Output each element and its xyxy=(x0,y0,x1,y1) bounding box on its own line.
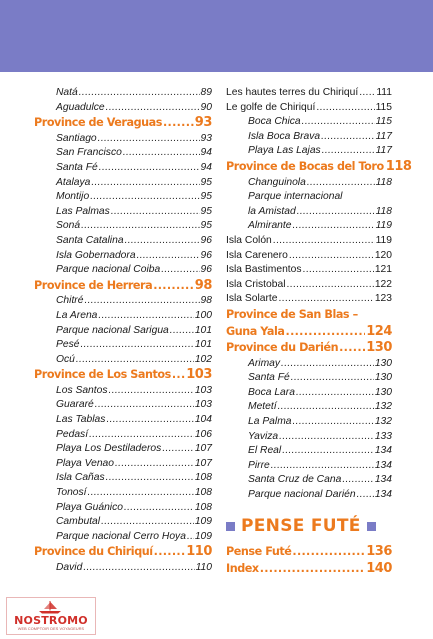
toc-entry[interactable] xyxy=(34,190,212,205)
toc-entry-page: 108 xyxy=(194,487,212,499)
toc-entry-page: 132 xyxy=(374,416,392,428)
dot-leader xyxy=(307,176,375,191)
toc-entry-label: Isla Bastimentos xyxy=(226,264,302,276)
toc-entry[interactable] xyxy=(34,324,212,339)
toc-entry[interactable] xyxy=(226,205,392,220)
dot-leader xyxy=(279,430,374,445)
toc-entry-label: Aguadulce xyxy=(56,101,105,113)
toc-heading[interactable] xyxy=(226,561,392,578)
toc-entry[interactable] xyxy=(34,294,212,309)
toc-entry-page: 109 xyxy=(194,516,212,528)
toc-entry[interactable] xyxy=(226,130,392,145)
toc-entry[interactable] xyxy=(226,459,392,474)
toc-entry[interactable] xyxy=(34,515,212,530)
toc-entry[interactable] xyxy=(226,400,392,415)
toc-entry-label: Playa Las Lajas xyxy=(248,145,321,157)
toc-entry-page: 134 xyxy=(374,474,392,486)
toc-entry-page: 102 xyxy=(194,353,212,365)
dot-leader xyxy=(293,415,374,430)
toc-entry-label: Cambutal xyxy=(56,516,101,528)
toc-entry-label: Almirante xyxy=(248,220,292,232)
toc-heading[interactable] xyxy=(34,115,212,132)
toc-entry[interactable] xyxy=(226,101,392,116)
toc-entry-page: 101 xyxy=(194,324,212,336)
toc-entry[interactable] xyxy=(34,205,212,220)
toc-entry-page: 94 xyxy=(200,147,212,159)
dot-leader xyxy=(162,442,194,457)
toc-entry-page: 119 xyxy=(375,234,392,246)
dot-leader xyxy=(273,234,375,249)
toc-entry-page: 119 xyxy=(375,220,392,232)
toc-entry[interactable] xyxy=(34,530,212,545)
toc-entry-page: 100 xyxy=(194,309,212,321)
toc-entry-page: 110 xyxy=(186,544,212,560)
dot-leader xyxy=(99,161,200,176)
dot-leader xyxy=(302,115,375,130)
toc-entry-label: Los Santos xyxy=(56,384,108,396)
toc-entry-page: 93 xyxy=(200,132,212,144)
dot-leader xyxy=(172,367,185,384)
dot-leader xyxy=(89,428,194,443)
toc-entry-label: Parque nacional Coiba xyxy=(56,264,161,276)
toc-entry-page: 132 xyxy=(374,401,392,413)
toc-entry-label: Metetí xyxy=(248,401,277,413)
section-heading xyxy=(226,516,382,536)
toc-entry[interactable] xyxy=(34,234,212,249)
toc-entry-page: 111 xyxy=(376,87,392,98)
toc-heading[interactable] xyxy=(226,324,392,341)
toc-entry-label: Playa Guánico xyxy=(56,501,123,513)
toc-entry[interactable] xyxy=(34,353,212,368)
dot-leader xyxy=(321,130,374,145)
header-banner xyxy=(0,0,433,72)
dot-leader xyxy=(316,101,374,116)
dot-leader xyxy=(115,457,194,472)
dot-leader xyxy=(260,561,366,578)
toc-entry[interactable] xyxy=(226,430,392,445)
toc-heading[interactable] xyxy=(226,158,412,176)
toc-entry-page: 104 xyxy=(194,414,212,426)
dot-leader xyxy=(79,86,200,101)
toc-entry[interactable] xyxy=(34,161,212,176)
toc-right-column xyxy=(226,86,412,503)
toc-entry[interactable] xyxy=(226,219,392,234)
toc-heading[interactable] xyxy=(34,367,212,384)
toc-entry-page: 134 xyxy=(374,459,392,471)
toc-entry-label: Parque nacional Darién xyxy=(248,489,356,501)
toc-entry-label: Santiago xyxy=(56,132,97,144)
dot-leader xyxy=(90,190,199,205)
dot-leader xyxy=(339,340,365,357)
dot-leader xyxy=(170,324,194,339)
toc-entry[interactable] xyxy=(34,219,212,234)
dot-leader xyxy=(98,309,193,324)
dot-leader xyxy=(137,249,200,264)
toc-entry-label: Pirre xyxy=(248,459,270,471)
toc-entry[interactable] xyxy=(226,444,392,459)
toc-entry-label: Province de Herrera xyxy=(34,278,153,292)
dot-leader xyxy=(153,278,194,295)
toc-entry-label: Yaviza xyxy=(248,430,279,442)
dot-leader xyxy=(101,515,194,530)
toc-entry-page: 108 xyxy=(194,501,212,513)
toc-entry[interactable] xyxy=(226,249,392,264)
toc-entry-label: Province de San Blas – xyxy=(226,307,358,321)
toc-entry-label: Isla Cañas xyxy=(56,472,105,484)
toc-entry-label: Isla Colón xyxy=(226,234,272,246)
toc-entry[interactable] xyxy=(226,234,392,249)
toc-entry-page: 96 xyxy=(200,264,212,276)
dot-leader xyxy=(88,486,194,501)
toc-entry-page: 118 xyxy=(375,176,392,188)
toc-entry-label: Tonosí xyxy=(56,487,87,499)
toc-entry-label: Isla Solarte xyxy=(226,293,278,305)
toc-entry-label: Chitré xyxy=(56,295,84,307)
toc-entry[interactable] xyxy=(34,263,212,278)
publisher-logo xyxy=(6,597,96,635)
toc-entry[interactable] xyxy=(226,473,392,488)
toc-entry-page: 96 xyxy=(200,249,212,261)
toc-entry-page: 130 xyxy=(374,372,392,384)
toc-entry-page: 103 xyxy=(194,384,212,396)
toc-entry-page: 122 xyxy=(374,278,392,290)
toc-entry-label: Province du Chiriquí xyxy=(34,545,153,559)
toc-entry-page: 107 xyxy=(194,457,212,469)
toc-entry-page: 106 xyxy=(194,428,212,440)
logo-tagline: WEB COMPTOIR DES VOYAGEURS xyxy=(17,627,85,631)
dot-leader xyxy=(322,144,375,159)
toc-entry-label: Santa Fé xyxy=(56,161,98,173)
toc-entry-label: Index xyxy=(226,561,259,575)
toc-entry-page: 103 xyxy=(194,399,212,411)
dot-leader xyxy=(84,294,199,309)
toc-entry-page: 124 xyxy=(366,323,392,339)
toc-entry-label: Santa Catalina xyxy=(56,234,124,246)
toc-entry-page: 95 xyxy=(200,176,212,188)
toc-entry-page: 95 xyxy=(200,191,212,203)
toc-entry-label: Province du Darién xyxy=(226,341,339,355)
toc-entry-label: David xyxy=(56,562,83,573)
toc-entry-label: Arimay xyxy=(248,357,281,369)
dot-leader xyxy=(95,398,194,413)
toc-entry[interactable] xyxy=(226,386,392,401)
toc-entry[interactable] xyxy=(226,371,392,386)
toc-entry-page: 140 xyxy=(366,560,392,576)
dot-leader xyxy=(292,544,365,561)
toc-entry[interactable] xyxy=(34,501,212,516)
toc-entry-label: Boca Chica xyxy=(248,116,301,128)
toc-entry-page: 123 xyxy=(374,293,392,305)
dot-leader xyxy=(76,353,194,368)
dot-leader xyxy=(287,278,374,293)
toc-entry[interactable] xyxy=(34,457,212,472)
toc-entry[interactable] xyxy=(34,398,212,413)
toc-entry-label: San Francisco xyxy=(56,147,122,159)
toc-entry-page: 107 xyxy=(194,443,212,455)
toc-entry-label: Pedasí xyxy=(56,428,89,440)
dot-leader xyxy=(297,205,375,220)
toc-entry[interactable] xyxy=(226,263,392,278)
toc-entry-page: 120 xyxy=(374,249,392,261)
dot-leader xyxy=(342,473,374,488)
toc-entry-label: Le golfe de Chiriquí xyxy=(226,101,316,113)
toc-entry[interactable] xyxy=(34,442,212,457)
dot-leader xyxy=(293,219,375,234)
toc-entry[interactable] xyxy=(34,132,212,147)
dot-leader xyxy=(106,471,194,486)
dot-leader xyxy=(106,413,193,428)
toc-entry[interactable] xyxy=(34,486,212,501)
dot-leader xyxy=(357,488,374,503)
dot-leader xyxy=(296,386,374,401)
toc-entry-page: 115 xyxy=(375,101,392,113)
toc-entry-page: 115 xyxy=(375,116,392,128)
toc-entry[interactable] xyxy=(34,471,212,486)
toc-entry-label: Isla Boca Brava xyxy=(248,130,321,142)
toc-entry-label: Pesé xyxy=(56,339,80,351)
dot-leader xyxy=(163,115,194,132)
toc-entry[interactable] xyxy=(226,190,392,205)
toc-entry-page: 133 xyxy=(374,430,392,442)
toc-entry-page: 136 xyxy=(366,544,392,559)
dot-leader xyxy=(80,338,193,353)
toc-entry-page: 130 xyxy=(374,386,392,398)
dot-leader xyxy=(154,544,186,561)
toc-entry-page: 118 xyxy=(385,158,412,174)
toc-entry-label: Parque internacional xyxy=(248,191,343,203)
toc-entry-label: Montijo xyxy=(56,191,90,203)
toc-entry-label: Atalaya xyxy=(56,176,91,188)
toc-entry[interactable] xyxy=(34,384,212,399)
toc-heading[interactable] xyxy=(34,278,212,295)
dot-leader xyxy=(124,501,194,516)
toc-entry-page: 101 xyxy=(194,339,212,351)
toc-entry[interactable] xyxy=(34,428,212,443)
toc-entry-page: 108 xyxy=(194,472,212,484)
toc-entry[interactable] xyxy=(34,146,212,161)
dot-leader xyxy=(281,357,374,372)
toc-entry-label: Province de Veraguas xyxy=(34,116,162,130)
dot-leader xyxy=(83,561,194,576)
dot-leader xyxy=(123,146,200,161)
toc-entry-page: 98 xyxy=(194,277,212,293)
toc-entry-label: Isla Carenero xyxy=(226,249,288,261)
dot-leader xyxy=(291,371,374,386)
toc-entry[interactable] xyxy=(226,86,392,101)
dot-leader xyxy=(359,86,375,101)
toc-entry[interactable] xyxy=(226,176,392,191)
toc-entry[interactable] xyxy=(226,115,392,130)
toc-entry-label: Las Palmas xyxy=(56,205,110,217)
toc-left-column xyxy=(34,86,212,576)
toc-entry[interactable] xyxy=(34,86,212,101)
toc-entry-label: Isla Gobernadora xyxy=(56,249,136,261)
toc-entry-page: 121 xyxy=(374,264,392,276)
section-entries xyxy=(226,544,392,577)
toc-entry-page: 95 xyxy=(200,220,212,232)
toc-entry-page: 118 xyxy=(375,205,392,217)
dot-leader xyxy=(91,176,199,191)
toc-entry-page: 117 xyxy=(375,145,392,157)
toc-entry-label: Province de Bocas del Toro xyxy=(226,159,384,173)
dot-leader xyxy=(109,384,194,399)
toc-entry[interactable] xyxy=(34,338,212,353)
toc-entry-page: 134 xyxy=(374,445,392,457)
toc-entry[interactable] xyxy=(226,292,392,307)
dot-leader xyxy=(271,459,374,474)
dot-leader xyxy=(289,249,374,264)
toc-entry-label: la Amistad xyxy=(248,205,296,217)
toc-heading[interactable] xyxy=(226,307,392,324)
toc-entry-label: La Arena xyxy=(56,309,98,321)
toc-entry[interactable] xyxy=(226,278,392,293)
dot-leader xyxy=(278,400,374,415)
toc-entry[interactable] xyxy=(34,176,212,191)
dot-leader xyxy=(161,263,199,278)
toc-entry-label: Playa Los Destiladeros xyxy=(56,443,162,455)
toc-entry-label: Les hautes terres du Chiriquí xyxy=(226,87,359,98)
toc-entry-label: Boca Lara xyxy=(248,386,295,398)
toc-entry-label: Province de Los Santos xyxy=(34,368,171,382)
toc-entry[interactable] xyxy=(226,488,392,503)
toc-heading[interactable] xyxy=(34,544,212,561)
toc-entry[interactable] xyxy=(226,357,392,372)
toc-entry-label: Santa Cruz de Cana xyxy=(248,474,342,486)
toc-entry-label: Soná xyxy=(56,220,81,232)
toc-entry-page: 103 xyxy=(186,367,212,383)
toc-entry[interactable] xyxy=(34,309,212,324)
ship-icon xyxy=(37,600,63,614)
toc-entry-label: Pense Futé xyxy=(226,545,292,558)
dot-leader xyxy=(98,132,200,147)
dot-leader xyxy=(81,219,199,234)
toc-entry-label: Guararé xyxy=(56,399,94,411)
toc-entry[interactable] xyxy=(226,415,392,430)
toc-entry-page: 90 xyxy=(200,101,212,113)
toc-entry-label: Las Tablas xyxy=(56,414,106,426)
toc-entry-label: Playa Venao xyxy=(56,457,115,469)
toc-entry-label: Changuinola xyxy=(248,176,306,188)
toc-entry-label: Isla Cristobal xyxy=(226,278,286,290)
logo-name: NOSTROMO xyxy=(14,614,88,627)
toc-entry-page: 98 xyxy=(200,295,212,307)
toc-entry-page: 110 xyxy=(195,562,212,573)
toc-entry-page: 109 xyxy=(194,530,212,542)
toc-heading[interactable] xyxy=(226,340,392,357)
dot-leader xyxy=(286,324,366,341)
toc-entry-page: 130 xyxy=(366,340,392,356)
dot-leader xyxy=(187,530,194,545)
toc-entry-page: 134 xyxy=(374,489,392,501)
toc-entry-label: Parque nacional Sarigua xyxy=(56,324,169,336)
toc-entry-label: La Palma xyxy=(248,416,292,428)
dot-leader xyxy=(303,263,374,278)
toc-heading[interactable] xyxy=(226,544,392,561)
toc-entry-label: Parque nacional Cerro Hoya xyxy=(56,530,186,542)
toc-entry-label: Natá xyxy=(56,87,78,98)
toc-entry-label: Santa Fé xyxy=(248,372,290,384)
section-title: PENSE FUTÉ xyxy=(241,516,361,536)
square-bullet-icon xyxy=(226,522,235,531)
toc-entry-page: 93 xyxy=(194,115,212,131)
toc-entry[interactable] xyxy=(34,561,212,576)
toc-entry-page: 95 xyxy=(200,205,212,217)
toc-entry-label: Ocú xyxy=(56,353,75,365)
toc-entry-page: 94 xyxy=(200,161,212,173)
toc-entry-page: 130 xyxy=(374,357,392,369)
toc-entry[interactable] xyxy=(34,101,212,116)
square-bullet-icon xyxy=(367,522,376,531)
dot-leader xyxy=(106,101,200,116)
dot-leader xyxy=(282,444,374,459)
toc-entry[interactable] xyxy=(34,413,212,428)
toc-entry-label: El Real xyxy=(248,445,282,457)
toc-entry-page: 117 xyxy=(375,130,392,142)
toc-entry[interactable] xyxy=(34,249,212,264)
toc-entry-page: 96 xyxy=(200,234,212,246)
toc-entry-page: 89 xyxy=(200,87,212,98)
dot-leader xyxy=(279,292,374,307)
toc-entry[interactable] xyxy=(226,144,392,159)
dot-leader xyxy=(125,234,200,249)
dot-leader xyxy=(111,205,200,220)
toc-entry-label: Guna Yala xyxy=(226,324,285,338)
